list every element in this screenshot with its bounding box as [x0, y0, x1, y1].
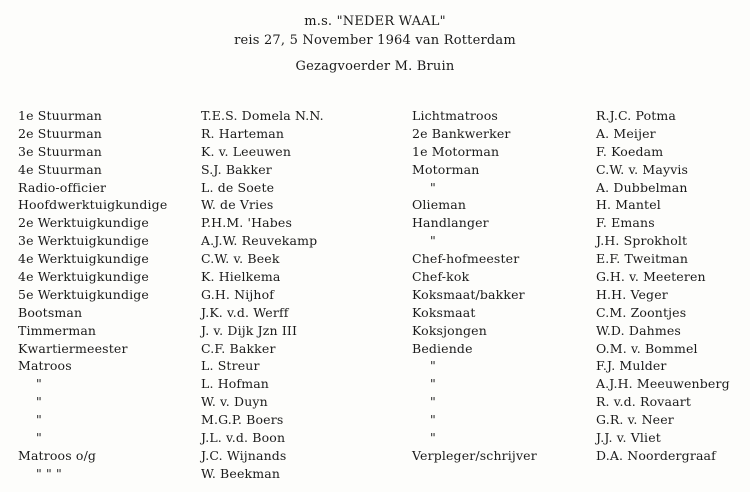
captain-line: Gezagvoerder M. Bruin — [295, 59, 455, 74]
crew-name: L. de Soete — [201, 179, 275, 195]
crew-rank: 3e Stuurman — [18, 143, 102, 159]
crew-rank: " — [430, 179, 436, 195]
crew-rank: 3e Werktuigkundige — [18, 233, 149, 249]
crew-name: H. Mantel — [596, 197, 661, 213]
crew-rank: 2e Bankwerker — [412, 125, 511, 141]
crew-name: J.J. v. Vliet — [596, 430, 661, 446]
crew-rank: Matroos — [18, 358, 72, 374]
crew-name: O.M. v. Bommel — [596, 340, 698, 356]
crew-rank: 4e Werktuigkundige — [18, 251, 149, 267]
crew-name: K. v. Leeuwen — [201, 143, 292, 159]
crew-rank: Chef-kok — [412, 269, 470, 285]
crew-name: H.H. Veger — [596, 286, 668, 302]
crew-rank: Timmerman — [18, 322, 97, 338]
crew-name: G.H. Nijhof — [201, 286, 275, 302]
crew-name: S.J. Bakker — [201, 161, 272, 177]
crew-rank: 2e Werktuigkundige — [18, 215, 149, 231]
voyage-line: reis 27, 5 November 1964 van Rotterdam — [234, 33, 516, 48]
crew-rank: Hoofdwerktuigkundige — [18, 197, 168, 213]
crew-rank: Matroos o/g — [18, 447, 97, 463]
crew-rank: " — [430, 358, 436, 374]
crew-rank: 4e Werktuigkundige — [18, 269, 149, 285]
crew-name: D.A. Noordergraaf — [596, 447, 716, 463]
crew-rank: 1e Stuurman — [18, 108, 102, 123]
crew-name: C.W. v. Mayvis — [596, 161, 689, 177]
crew-name: C.M. Zoontjes — [596, 304, 687, 320]
crew-rank: Handlanger — [412, 215, 489, 231]
crew-rank: Koksjongen — [412, 322, 487, 338]
crew-name: R. Harteman — [201, 125, 285, 141]
crew-rank: " — [430, 430, 436, 446]
crew-name: A.J.W. Reuvekamp — [201, 233, 318, 249]
crew-rank: 2e Stuurman — [18, 125, 102, 141]
crew-name: R. v.d. Rovaart — [596, 394, 692, 410]
crew-name: A.J.H. Meeuwenberg — [596, 376, 730, 392]
right-ranks-column — [412, 107, 537, 465]
crew-rank: " — [430, 376, 436, 392]
crew-name: G.H. v. Meeteren — [596, 269, 706, 285]
crew-rank: Verpleger/schrijver — [412, 447, 537, 463]
crew-rank: Koksmaat — [412, 304, 476, 320]
crew-rank: Chef-hofmeester — [412, 251, 520, 267]
crew-name: C.W. v. Beek — [201, 251, 280, 267]
left-ranks-column — [18, 107, 167, 483]
crew-name: J.H. Sprokholt — [596, 233, 688, 249]
ship-title: m.s. "NEDER WAAL" — [304, 14, 446, 29]
crew-name: J. v. Dijk Jzn III — [201, 322, 298, 338]
crew-name: L. Streur — [201, 358, 260, 374]
crew-rank: Koksmaat/bakker — [412, 286, 525, 302]
crew-rank: " — [36, 430, 42, 446]
crew-rank: " — [430, 233, 436, 249]
crew-name: A. Dubbelman — [596, 179, 688, 195]
crew-rank: Lichtmatroos — [412, 108, 498, 123]
crew-rank: " — [36, 394, 42, 410]
crew-name: K. Hielkema — [201, 269, 281, 285]
crew-rank: " — [36, 376, 42, 392]
crew-rank: 1e Motorman — [412, 143, 500, 159]
crew-name: F.J. Mulder — [596, 358, 667, 374]
crew-name: J.L. v.d. Boon — [201, 430, 286, 446]
crew-rank: 5e Werktuigkundige — [18, 286, 149, 302]
crew-name: J.C. Wijnands — [201, 447, 287, 463]
left-names-column — [201, 107, 324, 483]
crew-name: W.D. Dahmes — [596, 322, 681, 338]
right-names-column — [596, 107, 730, 465]
crew-name: R.J.C. Potma — [596, 108, 677, 123]
crew-name: L. Hofman — [201, 376, 270, 392]
crew-rank: Olieman — [412, 197, 467, 213]
crew-name: G.R. v. Neer — [596, 412, 674, 428]
crew-rank: Kwartiermeester — [18, 340, 128, 356]
crew-rank: Bediende — [412, 340, 473, 356]
crew-name: C.F. Bakker — [201, 340, 276, 356]
crew-rank: Motorman — [412, 161, 480, 177]
crew-rank: Bootsman — [18, 304, 83, 320]
crew-name: F. Emans — [596, 215, 655, 231]
crew-rank: " — [36, 412, 42, 428]
crew-rank: 4e Stuurman — [18, 161, 102, 177]
crew-name: E.F. Tweitman — [596, 251, 689, 267]
crew-name: F. Koedam — [596, 143, 664, 159]
crew-name: M.G.P. Boers — [201, 412, 284, 428]
crew-name: P.H.M. 'Habes — [201, 215, 293, 231]
crew-rank: " " " — [36, 465, 62, 481]
crew-name: W. Beekman — [201, 465, 281, 481]
crew-rank: " — [430, 412, 436, 428]
crew-name: W. v. Duyn — [201, 394, 268, 410]
crew-name: A. Meijer — [596, 125, 656, 141]
crew-name: W. de Vries — [201, 197, 274, 213]
crew-name: J.K. v.d. Werff — [201, 304, 289, 320]
crew-rank: " — [430, 394, 436, 410]
crew-rank: Radio-officier — [18, 179, 107, 195]
crew-name: T.E.S. Domela N.N. — [201, 108, 324, 123]
